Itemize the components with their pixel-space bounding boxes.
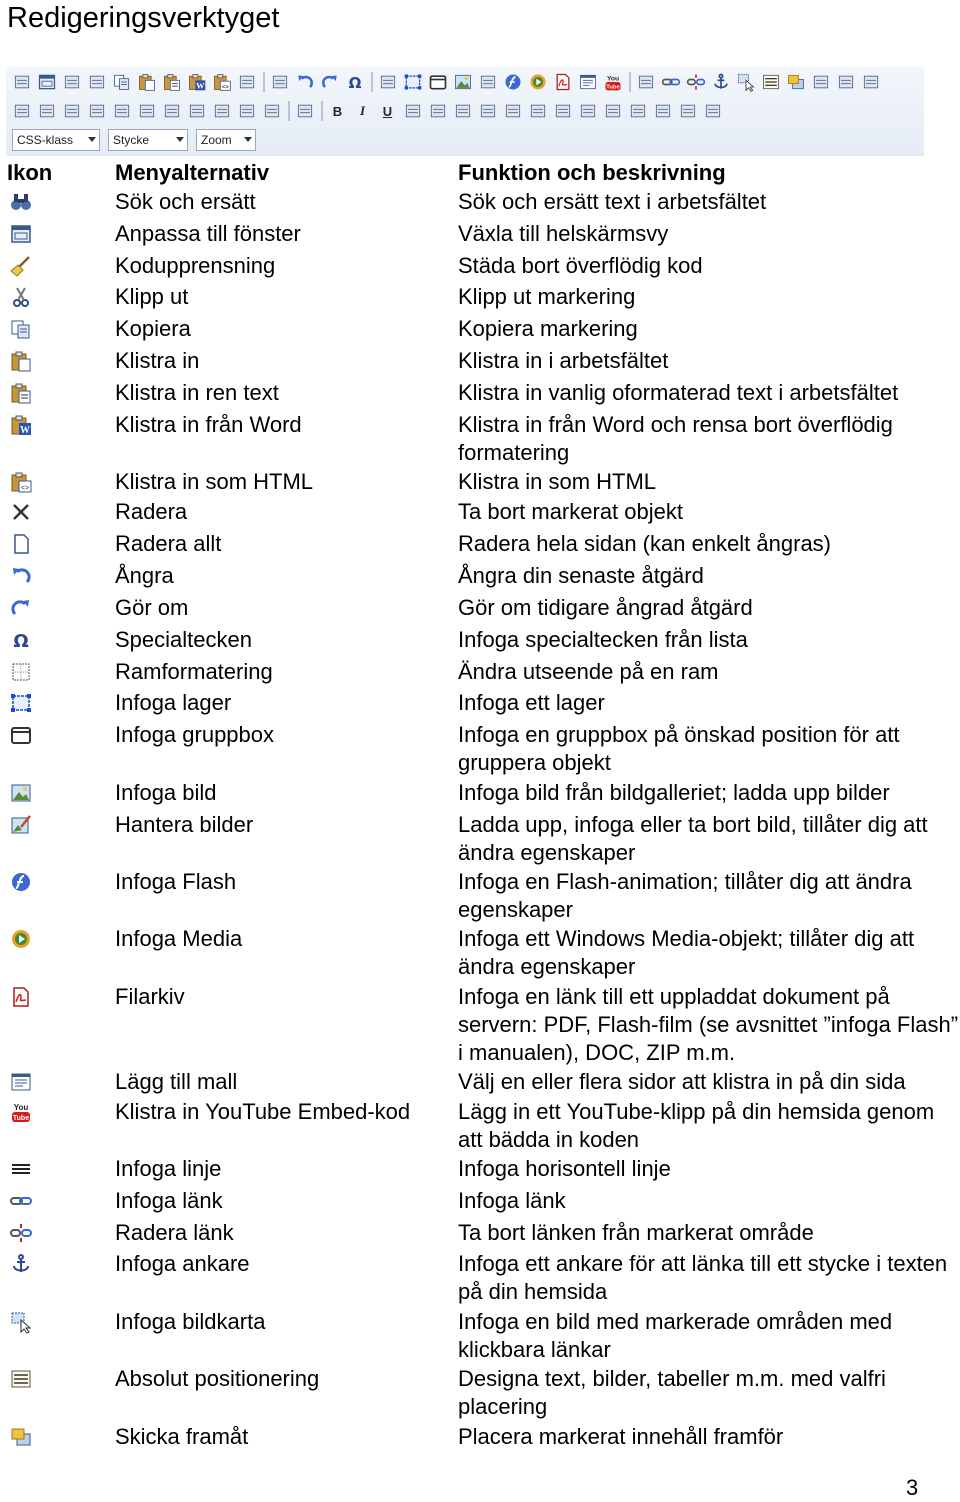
menu-option: Radera: [115, 499, 188, 524]
horizontal-line-icon: [8, 1157, 34, 1181]
toolbar-row-2: [10, 97, 726, 125]
svg-text:You: You: [13, 1103, 29, 1112]
fit-window-icon[interactable]: [35, 71, 58, 94]
toolbar-row-3: [12, 129, 264, 151]
image-icon[interactable]: [451, 71, 474, 94]
function-description: Placera markerat innehåll framför: [458, 1424, 784, 1449]
svg-text:Ω: Ω: [348, 73, 361, 92]
menu-option: Gör om: [115, 595, 189, 620]
paste-icon[interactable]: [135, 71, 158, 94]
menu-option: Absolut positionering: [115, 1366, 320, 1391]
function-description: Infoga länk: [458, 1188, 566, 1213]
menu-option: Infoga bildkarta: [115, 1309, 266, 1334]
omega-icon: [8, 628, 34, 652]
function-description: Klistra in från Word och rensa bort överflödig formatering: [458, 412, 893, 465]
svg-text:<>: <>: [221, 84, 229, 91]
pdf-icon: [8, 985, 34, 1009]
align-left-icon[interactable]: [401, 100, 424, 123]
template-icon: [8, 1070, 34, 1094]
font-size-icon[interactable]: [701, 100, 724, 123]
menu-option: Ramformatering: [115, 659, 273, 684]
function-description: Infoga horisontell linje: [458, 1156, 671, 1181]
redo-icon[interactable]: [318, 71, 341, 94]
function-description: Ångra din senaste åtgärd: [458, 563, 704, 588]
paste-text-icon: [8, 381, 34, 405]
align-right-icon[interactable]: [451, 100, 474, 123]
image-icon: [8, 781, 34, 805]
function-description: Infoga ett Windows Media-objekt; tillåter dig att ändra egenskaper: [458, 926, 915, 979]
menu-option: Infoga gruppbox: [115, 722, 275, 747]
zoom-label: Zoom: [201, 133, 232, 147]
svg-text:W: W: [195, 81, 204, 91]
menu-option: Anpassa till fönster: [115, 221, 301, 246]
insert-row-above-icon[interactable]: [35, 100, 58, 123]
insert-row-below-icon[interactable]: [60, 100, 83, 123]
bold-button[interactable]: B: [332, 103, 343, 119]
toolbar-separator: [288, 101, 290, 121]
function-description: Klistra in vanlig oformaterad text i arbetsfältet: [458, 380, 899, 405]
cleanup-icon[interactable]: [60, 71, 83, 94]
absolute-position-icon[interactable]: [759, 71, 782, 94]
layer-icon[interactable]: [401, 71, 424, 94]
function-description: Klistra in i arbetsfältet: [458, 348, 669, 373]
media-icon: [8, 927, 34, 951]
find-replace-icon[interactable]: [10, 71, 33, 94]
toolbar-separator: [263, 72, 265, 92]
toolbar-separator: [321, 101, 323, 121]
outdent-icon[interactable]: [576, 100, 599, 123]
insert-col-left-icon[interactable]: [85, 100, 108, 123]
function-description: Infoga bild från bildgalleriet; ladda upp bilder: [458, 780, 890, 805]
table-props-icon[interactable]: [260, 100, 283, 123]
function-description: Ändra utseende på en ram: [458, 659, 719, 684]
css-class-select[interactable]: [12, 129, 100, 151]
unordered-list-icon[interactable]: [551, 100, 574, 123]
function-description: Infoga specialtecken från lista: [458, 627, 748, 652]
function-description: Lägg in ett YouTube-klipp på din hemsida genom att bädda in koden: [458, 1099, 935, 1152]
paste-html-icon: [8, 470, 34, 494]
function-description: Radera hela sidan (kan enkelt ångras): [458, 531, 832, 556]
scissors-icon: [8, 285, 34, 309]
paragraph-select[interactable]: [108, 129, 188, 151]
ordered-list-icon[interactable]: [526, 100, 549, 123]
function-description: Kopiera markering: [458, 316, 638, 341]
italic-button[interactable]: I: [359, 103, 366, 118]
menu-option: Specialtecken: [115, 627, 252, 652]
zoom-select[interactable]: [196, 129, 256, 151]
function-description: Infoga en länk till ett uppladdat dokument på servern: PDF, Flash-film (se avsnittet ”infoga Flash” i manualen), DOC, ZIP m.m.: [458, 984, 959, 1065]
function-description: Gör om tidigare ångrad åtgärd: [458, 595, 753, 620]
pdf-icon[interactable]: [551, 71, 574, 94]
groupbox-icon: [8, 723, 34, 747]
flash-icon[interactable]: [501, 71, 524, 94]
absolute-position-icon: [8, 1367, 34, 1391]
link-icon: [8, 1189, 34, 1213]
cell-props-icon[interactable]: [235, 100, 258, 123]
menu-option: Kodupprensning: [115, 253, 276, 278]
paste-text-icon[interactable]: [160, 71, 183, 94]
spellcheck-icon[interactable]: [293, 100, 316, 123]
menu-option: Klipp ut: [115, 284, 189, 309]
new-page-icon[interactable]: [268, 71, 291, 94]
header-menu: Menyalternativ: [115, 160, 270, 185]
toolbar-row-1: [10, 68, 884, 96]
superscript-icon[interactable]: [626, 100, 649, 123]
menu-option: Filarkiv: [115, 984, 185, 1009]
svg-text:Ω: Ω: [13, 631, 29, 652]
menu-option: Infoga ankare: [115, 1251, 250, 1276]
menu-option: Sök och ersätt: [115, 189, 256, 214]
undo-icon: [8, 564, 34, 588]
undo-icon[interactable]: [293, 71, 316, 94]
header-icon: Ikon: [7, 160, 53, 185]
menu-option: Kopiera: [115, 316, 191, 341]
frame-border-icon: [8, 660, 34, 684]
svg-text:W: W: [20, 425, 30, 436]
function-description: Ta bort länken från markerat område: [458, 1220, 814, 1245]
editor-toolbar-screenshot: [6, 66, 924, 156]
help-icon[interactable]: [859, 71, 882, 94]
function-description: Sök och ersätt text i arbetsfältet: [458, 189, 767, 214]
function-description: Ladda upp, infoga eller ta bort bild, tillåter dig att ändra egenskaper: [458, 812, 928, 865]
menu-option: Klistra in som HTML: [115, 469, 314, 494]
header-function: Funktion och beskrivning: [458, 160, 726, 185]
page-title: Redigeringsverktyget: [7, 2, 280, 34]
function-description: Infoga en bild med markerade områden med klickbara länkar: [458, 1309, 893, 1362]
bring-forward-icon: [8, 1425, 34, 1449]
svg-text:Tube: Tube: [605, 84, 620, 91]
groupbox-icon[interactable]: [426, 71, 449, 94]
menu-option: Radera länk: [115, 1220, 234, 1245]
menu-option: Klistra in från Word: [115, 412, 302, 437]
page-number: 3: [906, 1475, 919, 1500]
merge-cells-icon[interactable]: [185, 100, 208, 123]
image-edit-icon: [8, 813, 34, 837]
binoculars-icon: [8, 190, 34, 214]
toolbar-separator: [371, 72, 373, 92]
frame-icon[interactable]: [376, 71, 399, 94]
function-description: Infoga en Flash-animation; tillåter dig att ändra egenskaper: [458, 869, 912, 922]
menu-option: Infoga bild: [115, 780, 217, 805]
copy-icon: [8, 317, 34, 341]
css-class-label: CSS-klass: [17, 133, 74, 147]
youtube-icon: [8, 1100, 34, 1124]
function-description: Klistra in som HTML: [458, 469, 657, 494]
paste-word-icon[interactable]: [185, 71, 208, 94]
menu-option: Radera allt: [115, 531, 222, 556]
chevron-down-icon: [176, 137, 184, 142]
svg-text:<>: <>: [20, 485, 30, 492]
function-description: Ta bort markerat objekt: [458, 499, 683, 524]
unlink-icon[interactable]: [684, 71, 707, 94]
anchor-icon: [8, 1252, 34, 1276]
subscript-icon[interactable]: [651, 100, 674, 123]
layer-icon: [8, 691, 34, 715]
function-description: Välj en eller flera sidor att klistra in på din sida: [458, 1069, 906, 1094]
chevron-down-icon: [88, 137, 96, 142]
strikethrough-icon[interactable]: [676, 100, 699, 123]
delete-col-icon[interactable]: [135, 100, 158, 123]
menu-option: Infoga linje: [115, 1156, 222, 1181]
function-description: Infoga en gruppbox på önskad position för att gruppera objekt: [458, 722, 900, 775]
menu-option: Infoga Media: [115, 926, 243, 951]
function-description: Klipp ut markering: [458, 284, 636, 309]
hr-icon[interactable]: [634, 71, 657, 94]
delete-icon[interactable]: [235, 71, 258, 94]
split-cell-icon[interactable]: [210, 100, 233, 123]
menu-option: Infoga länk: [115, 1188, 223, 1213]
delete-x-icon: [8, 500, 34, 524]
table-icon[interactable]: [834, 71, 857, 94]
cut-icon[interactable]: [85, 71, 108, 94]
blank-page-icon: [8, 532, 34, 556]
omega-icon[interactable]: [343, 71, 366, 94]
delete-row-icon[interactable]: [160, 100, 183, 123]
menu-option: Klistra in ren text: [115, 380, 279, 405]
menu-option: Infoga Flash: [115, 869, 237, 894]
imagemap-icon[interactable]: [734, 71, 757, 94]
send-backward-icon[interactable]: [809, 71, 832, 94]
svg-text:Tube: Tube: [12, 1115, 30, 1122]
indent-icon[interactable]: [601, 100, 624, 123]
justify-icon[interactable]: [476, 100, 499, 123]
menu-option: Hantera bilder: [115, 812, 254, 837]
menu-option: Skicka framåt: [115, 1424, 249, 1449]
template-icon[interactable]: [576, 71, 599, 94]
media-icon[interactable]: [526, 71, 549, 94]
chevron-down-icon: [244, 137, 252, 142]
menu-option: Klistra in: [115, 348, 200, 373]
svg-text:You: You: [606, 75, 619, 83]
menu-option: Lägg till mall: [115, 1069, 238, 1094]
unlink-icon: [8, 1221, 34, 1245]
imagemap-icon: [8, 1310, 34, 1334]
function-description: Designa text, bilder, tabeller m.m. med valfri placering: [458, 1366, 886, 1419]
paragraph-label: Stycke: [113, 133, 150, 147]
paste-html-icon[interactable]: [210, 71, 233, 94]
function-description: Växla till helskärmsvy: [458, 221, 669, 246]
table-insert-icon[interactable]: [10, 100, 33, 123]
youtube-icon[interactable]: [601, 71, 624, 94]
menu-option: Infoga lager: [115, 690, 232, 715]
copy-icon[interactable]: [110, 71, 133, 94]
menu-option: Ångra: [115, 563, 174, 588]
font-color-icon[interactable]: [501, 100, 524, 123]
function-description: Infoga ett lager: [458, 690, 605, 715]
link-icon[interactable]: [659, 71, 682, 94]
paste-icon: [8, 349, 34, 373]
underline-button[interactable]: U: [382, 103, 393, 119]
anchor-icon[interactable]: [709, 71, 732, 94]
menu-option: Klistra in YouTube Embed-kod: [115, 1099, 411, 1124]
align-center-icon[interactable]: [426, 100, 449, 123]
paste-word-icon: [8, 413, 34, 437]
function-description: Städa bort överflödig kod: [458, 253, 703, 278]
flash-icon: [8, 870, 34, 894]
broom-icon: [8, 254, 34, 278]
fit-window-icon: [8, 222, 34, 246]
insert-col-right-icon[interactable]: [110, 100, 133, 123]
function-description: Infoga ett ankare för att länka till ett stycke i texten på din hemsida: [458, 1251, 948, 1304]
toolbar-separator: [629, 72, 631, 92]
bring-forward-icon[interactable]: [784, 71, 807, 94]
image-manager-icon[interactable]: [476, 71, 499, 94]
redo-icon: [8, 596, 34, 620]
